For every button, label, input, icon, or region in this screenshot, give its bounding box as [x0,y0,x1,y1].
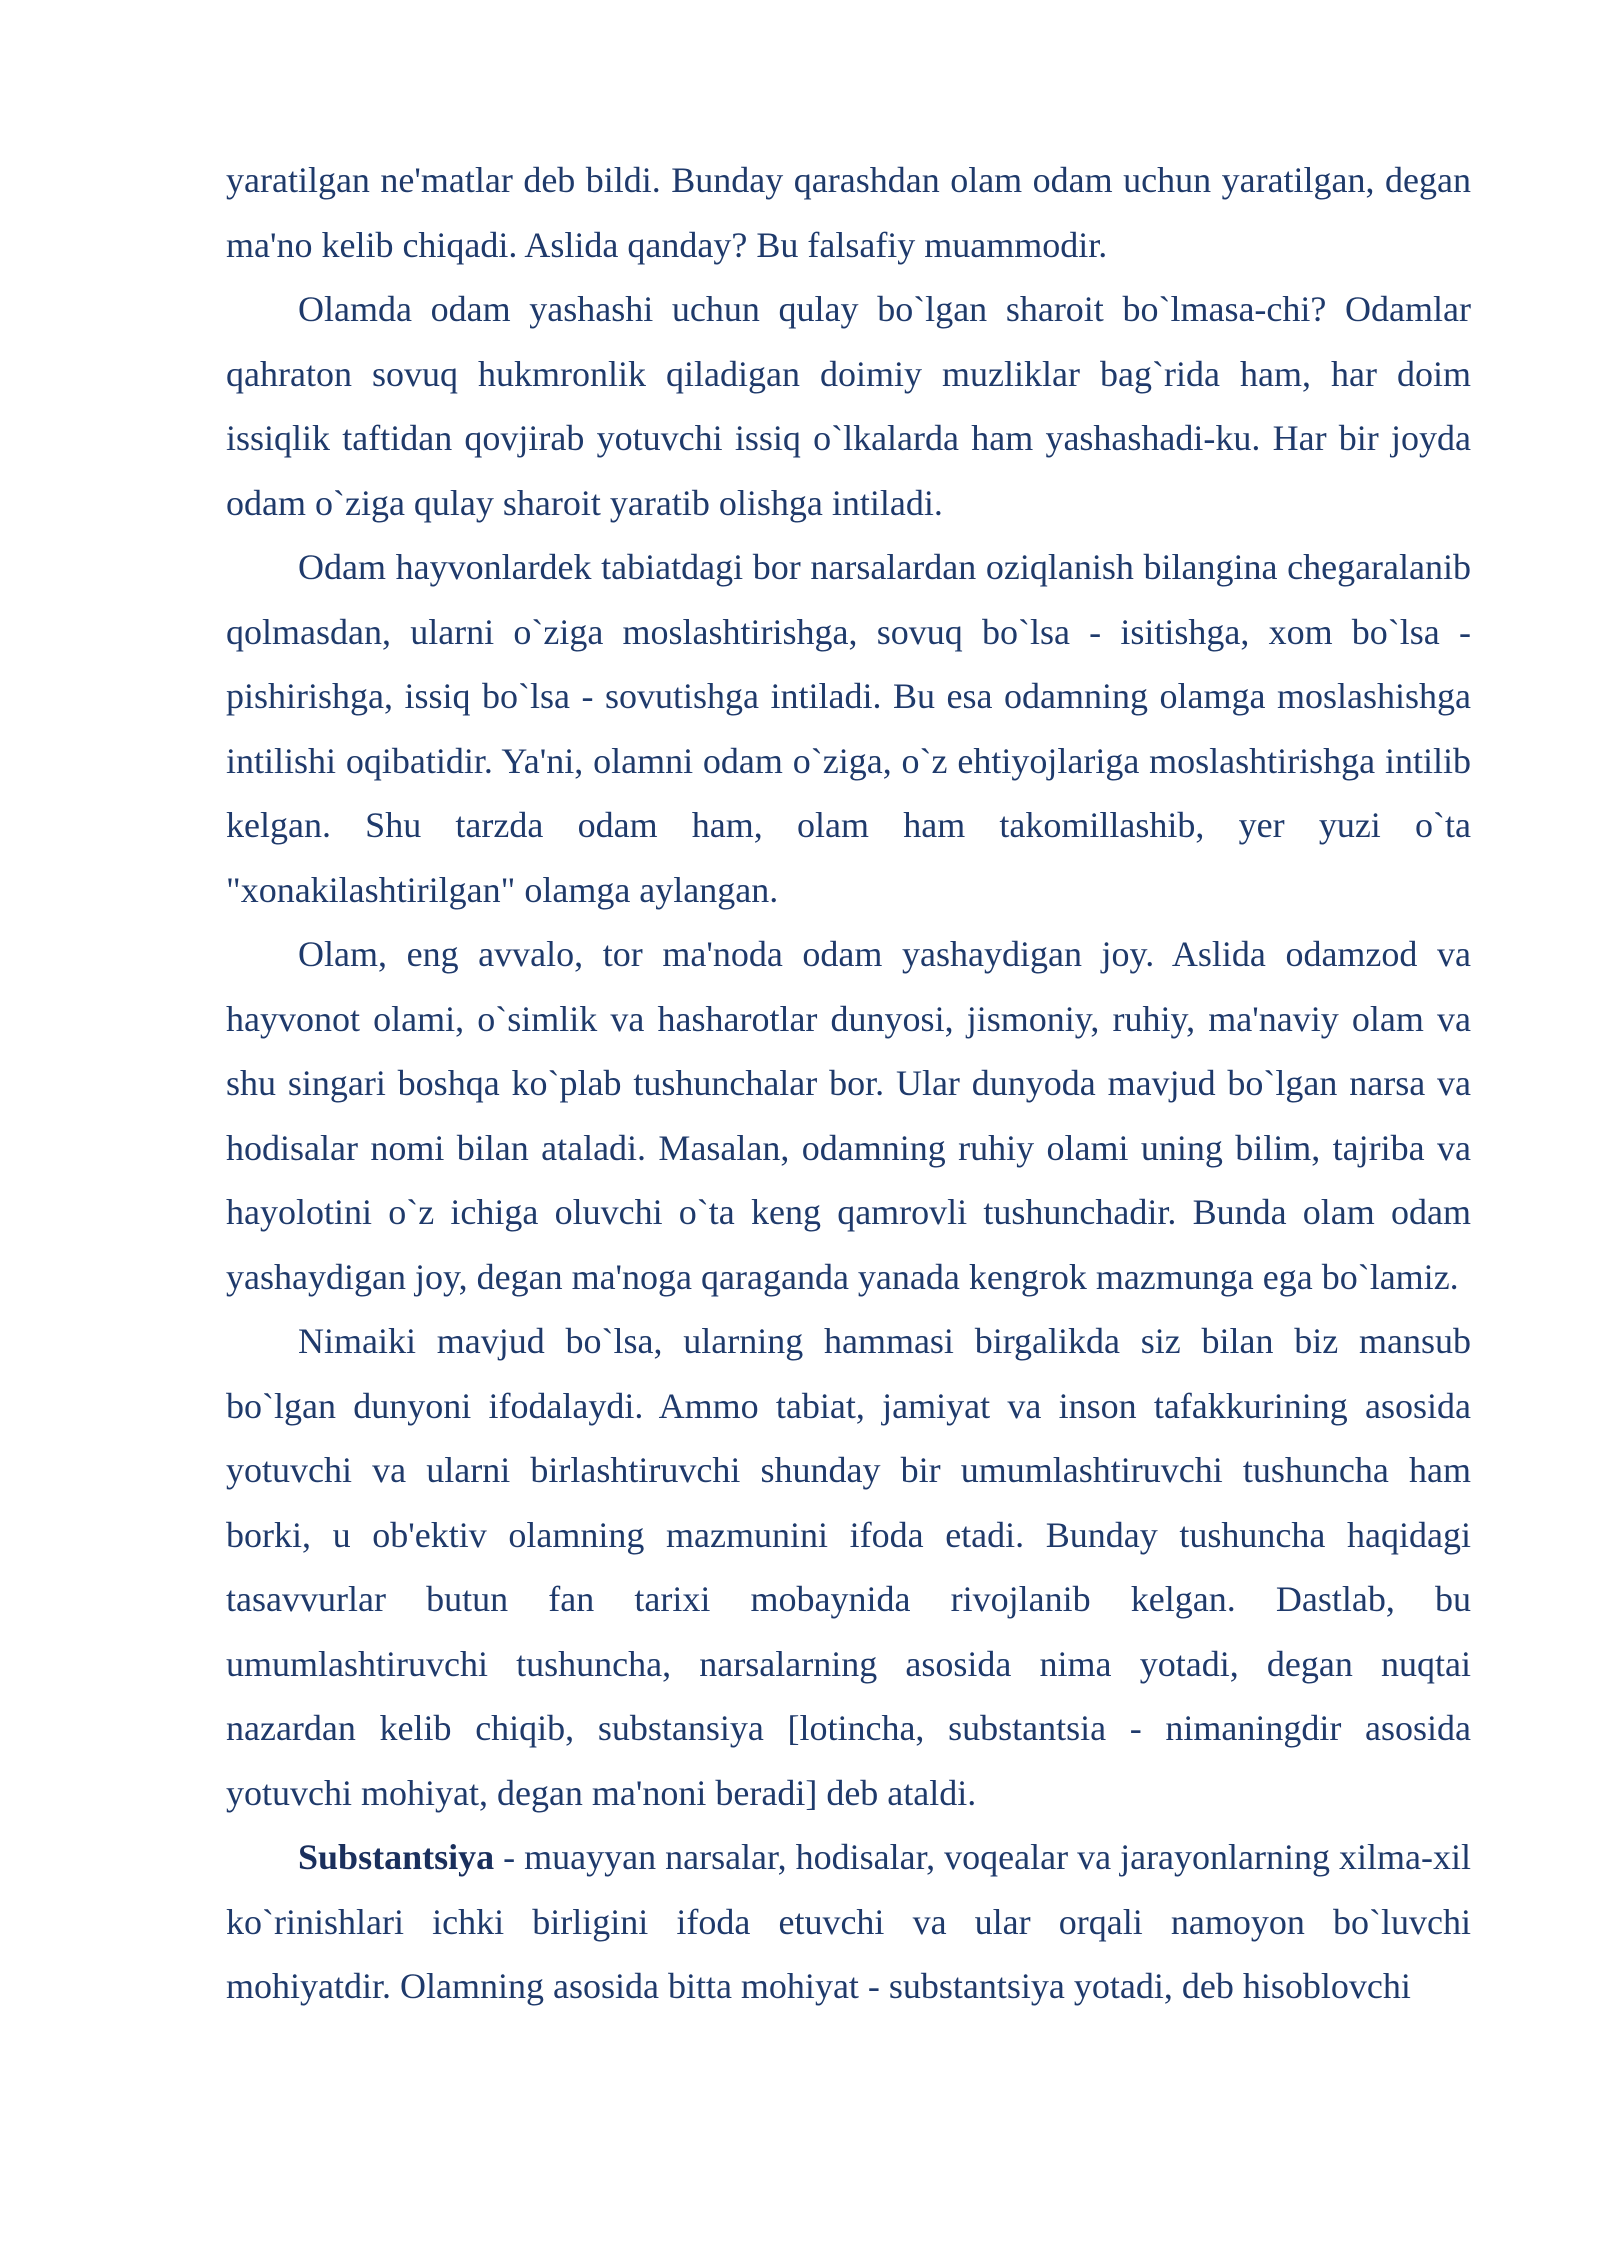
paragraph-2 [226,277,1471,535]
paragraph-text: Olam, eng avvalo, tor ma'noda odam yashaydigan joy. Aslida odamzod va hayvonot olami, o`simlik va hasharotlar dunyosi, jismoniy, ruhiy, ma'naviy olam va shu singari boshqa ko`plab tushunchalar bor. Ular dunyoda mavjud bo`lgan narsa va hodisalar nomi bilan ataladi. Masalan, odamning ruhiy olami uning bilim, tajriba va hayolotini o`z ichiga oluvchi o`ta keng qamrovli tushunchadir. Bunda olam odam yashaydigan joy, degan ma'noga qaraganda yanada kengrok mazmunga ega bo`lamiz. [226,934,1471,1297]
paragraph-text: Nimaiki mavjud bo`lsa, ularning hammasi birgalikda siz bilan biz mansub bo`lgan dunyoni ifodalaydi. Ammo tabiat, jamiyat va inson tafakkurining asosida yotuvchi va ularni birlashtiruvchi shunday bir umumlashtiruvchi tushuncha ham borki, u ob'ektiv olamning mazmunini ifoda etadi. Bunday tushuncha haqidagi tasavvurlar butun fan tarixi mobaynida rivojlanib kelgan. Dastlab, bu umumlashtiruvchi tushuncha, narsalarning asosida nima yotadi, degan nuqtai nazardan kelib chiqib, substansiya [lotincha, substantsia - nimaningdir asosida yotuvchi mohiyat, degan ma'noni beradi] deb ataldi. [226,1321,1471,1813]
document-page [226,148,1471,2019]
bold-term: Substantsiya [298,1837,495,1877]
paragraph-text: - muayyan narsalar, hodisalar, voqealar va jarayonlarning xilma-xil ko`rinishlari ichki birligini ifoda etuvchi va ular orqali namoyon bo`luvchi mohiyatdir. Olamning asosida bitta mohiyat - substantsiya yotadi, deb hisoblovchi [226,1837,1471,2006]
paragraph-4 [226,922,1471,1309]
paragraph-3 [226,535,1471,922]
paragraph-text: Odam hayvonlardek tabiatdagi bor narsalardan oziqlanish bilangina chegaralanib qolmasdan, ularni o`ziga moslashtirishga, sovuq bo`lsa - isitishga, xom bo`lsa - pishirishga, issiq bo`lsa - sovutishga intiladi. Bu esa odamning olamga moslashishga intilishi oqibatidir. Ya'ni, olamni odam o`ziga, o`z ehtiyojlariga moslashtirishga intilib kelgan. Shu tarzda odam ham, olam ham takomillashib, yer yuzi o`ta "xonakilashtirilgan" olamga aylangan. [226,547,1471,910]
paragraph-text: Olamda odam yashashi uchun qulay bo`lgan sharoit bo`lmasa-chi? Odamlar qahraton sovuq hukmronlik qiladigan doimiy muzliklar bag`rida ham, har doim issiqlik taftidan qovjirab yotuvchi issiq o`lkalarda ham yashashadi-ku. Har bir joyda odam o`ziga qulay sharoit yaratib olishga intiladi. [226,289,1471,523]
paragraph-1 [226,148,1471,277]
paragraph-6 [226,1825,1471,2019]
paragraph-text: yaratilgan ne'matlar deb bildi. Bunday qarashdan olam odam uchun yaratilgan, degan ma'no kelib chiqadi. Aslida qanday? Bu falsafiy muammodir. [226,160,1471,265]
paragraph-5 [226,1309,1471,1825]
